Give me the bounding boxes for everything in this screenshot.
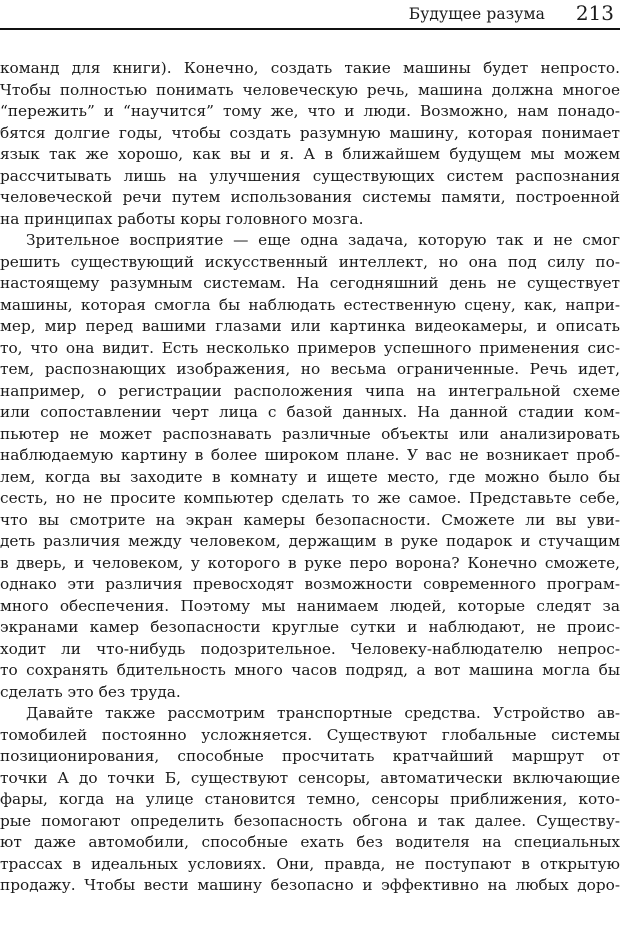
text-line: решить существующий искусственный интеллект, но она под силу по-: [0, 252, 620, 271]
text-line: Давайте также рассмотрим транспортные средства. Устройство ав-: [26, 704, 620, 722]
running-title: Будущее разума: [408, 5, 545, 23]
text-line: мер, мир перед вашими глазами или картинка видеокамеры, и описать: [0, 317, 620, 335]
page-header: [0, 0, 620, 30]
text-line: лем, когда вы заходите в комнату и ищете место, где можно было бы: [0, 467, 620, 486]
text-line: или сопоставлении черт лица с базой данных. На данной стадии ком-: [0, 403, 620, 421]
text-line: фары, когда на улице становится темно, сенсоры приближения, кото-: [0, 790, 620, 808]
text-line: позиционирования, способные просчитать кратчайший маршрут от: [0, 747, 620, 765]
text-line: деть различия между человеком, держащим в руке подарок и стучащим: [0, 532, 620, 550]
paragraph: [0, 230, 620, 703]
text-line: например, о регистрации расположения чипа на интегральной схеме: [0, 381, 620, 400]
text-line: томобилей постоянно усложняется. Существуют глобальные системы: [0, 725, 620, 744]
text-line: “пережить” и “научится” тому же, что и люди. Возможно, нам понадо-: [0, 102, 620, 120]
text-line: сделать это без труда.: [0, 682, 181, 701]
text-line: язык так же хорошо, как вы и я. А в ближайшем будущем мы можем: [0, 145, 620, 163]
text-line: ходит ли что-нибудь подозрительное. Человеку-наблюдателю непрос-: [0, 639, 620, 658]
page-number: 213: [575, 1, 614, 25]
text-line: точки А до точки Б, существуют сенсоры, автоматически включающие: [0, 768, 620, 787]
text-line: Чтобы полностью понимать человеческую речь, машина должна многое: [0, 80, 620, 99]
text-line: настоящему разумным системам. На сегодняшний день не существует: [0, 274, 620, 292]
paragraph: [0, 703, 620, 897]
text-line: сесть, но не просите компьютер сделать то же самое. Представьте себе,: [0, 489, 620, 507]
text-line: экранами камер безопасности круглые сутки и наблюдают, не проис-: [0, 618, 620, 636]
text-line: трассах в идеальных условиях. Они, правда, не поступают в открытую: [0, 854, 620, 873]
header-rule: [0, 28, 620, 30]
text-line: бятся долгие годы, чтобы создать разумную машину, которая понимает: [0, 123, 620, 142]
text-line: команд для книги). Конечно, создать такие машины будет непросто.: [0, 59, 620, 77]
text-line: Зрительное восприятие — еще одна задача, которую так и не смог: [26, 231, 620, 249]
text-line: на принципах работы коры головного мозга.: [0, 209, 364, 228]
paragraph: [0, 58, 620, 230]
text-line: продажу. Чтобы вести машину безопасно и эффективно на любых доро-: [0, 876, 620, 894]
text-line: тем, распознающих изображения, но весьма ограниченные. Речь идет,: [0, 360, 620, 378]
text-line: пьютер не может распознавать различные объекты или анализировать: [0, 424, 620, 443]
text-line: рые помогают определить безопасность обгона и так далее. Существу-: [0, 811, 620, 830]
text-line: в дверь, и человеком, у которого в руке перо ворона? Конечно сможете,: [0, 553, 620, 572]
text-line: ют даже автомобили, способные ехать без водителя на специальных: [0, 833, 620, 851]
text-line: что вы смотрите на экран камеры безопасности. Сможете ли вы уви-: [0, 510, 620, 529]
text-line: однако эти различия превосходят возможности современного програм-: [0, 575, 620, 593]
text-line: машины, которая смогла бы наблюдать естественную сцену, как, напри-: [0, 295, 620, 314]
body-text: [0, 58, 620, 897]
text-line: то сохранять бдительность много часов подряд, а вот машина могла бы: [0, 661, 620, 679]
text-line: много обеспечения. Поэтому мы нанимаем людей, которые следят за: [0, 596, 620, 615]
text-line: то, что она видит. Есть несколько примеров успешного применения сис-: [0, 338, 620, 357]
text-line: рассчитывать лишь на улучшения существующих систем распознания: [0, 166, 620, 185]
text-line: наблюдаемую картину в более широком плане. У вас не возникает проб-: [0, 446, 620, 464]
text-line: человеческой речи путем использования системы памяти, построенной: [0, 188, 620, 206]
